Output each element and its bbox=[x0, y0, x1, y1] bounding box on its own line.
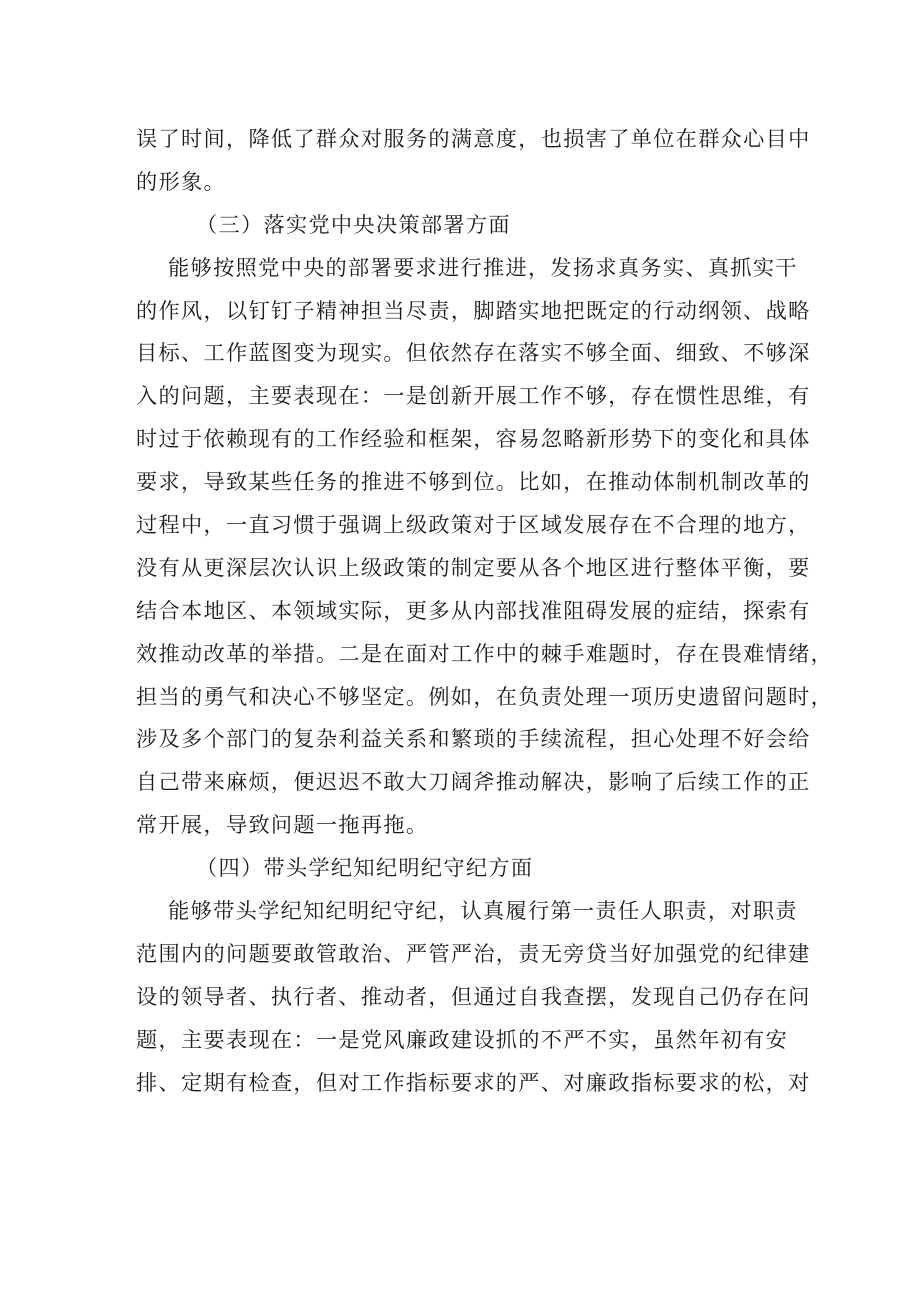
section-heading: （四）带头学纪知纪明纪守纪方面 bbox=[196, 855, 534, 881]
text-line: 的作风，以钉钉子精神担当尽责，脚踏实地把既定的行动纲领、战略 bbox=[136, 297, 811, 323]
text-line: 能够按照党中央的部署要求进行推进，发扬求真务实、真抓实干 bbox=[136, 254, 798, 280]
text-line: 担当的勇气和决心不够坚定。例如，在负责处理一项历史遗留问题时， bbox=[136, 683, 834, 709]
text-line: 设的领导者、执行者、推动者，但通过自我查摆，发现自己仍存在问 bbox=[136, 983, 811, 1009]
text-line: 误了时间，降低了群众对服务的满意度，也损害了单位在群众心目中 bbox=[136, 126, 811, 151]
text-line: 没有从更深层次认识上级政策的制定要从各个地区进行整体平衡，要 bbox=[136, 554, 811, 580]
text-line: 范围内的问题要敢管敢治、严管严治，责无旁贷当好加强党的纪律建 bbox=[136, 940, 811, 966]
text-line: 要求，导致某些任务的推进不够到位。比如，在推动体制机制改革的 bbox=[136, 469, 811, 495]
text-line: 涉及多个部门的复杂利益关系和繁琐的手续流程，担心处理不好会给 bbox=[136, 726, 811, 752]
text-line: 入的问题，主要表现在：一是创新开展工作不够，存在惯性思维，有 bbox=[136, 383, 811, 409]
text-line: 题，主要表现在：一是党风廉政建设抓的不严不实，虽然年初有安 bbox=[136, 1026, 789, 1052]
text-line: 结合本地区、本领域实际，更多从内部找准阻碍发展的症结，探索有 bbox=[136, 597, 811, 623]
text-line: 常开展，导致问题一拖再拖。 bbox=[136, 812, 429, 838]
text-line: 自己带来麻烦，便迟迟不敢大刀阔斧推动解决，影响了后续工作的正 bbox=[136, 769, 811, 795]
document-body bbox=[136, 118, 834, 1104]
text-line: 时过于依赖现有的工作经验和框架，容易忽略新形势下的变化和具体 bbox=[136, 426, 811, 452]
text-line: 能够带头学纪知纪明纪守纪，认真履行第一责任人职责，对职责 bbox=[136, 898, 798, 924]
text-line: 过程中，一直习惯于强调上级政策对于区域发展存在不合理的地方， bbox=[136, 512, 811, 538]
text-line: 的形象。 bbox=[136, 168, 226, 194]
section-heading: （三）落实党中央决策部署方面 bbox=[196, 211, 511, 237]
text-line: 排、定期有检查，但对工作指标要求的严、对廉政指标要求的松，对 bbox=[136, 1069, 811, 1095]
text-line: 效推动改革的举措。二是在面对工作中的棘手难题时，存在畏难情绪， bbox=[136, 640, 834, 666]
text-line: 目标、工作蓝图变为现实。但依然存在落实不够全面、细致、不够深 bbox=[136, 340, 811, 366]
